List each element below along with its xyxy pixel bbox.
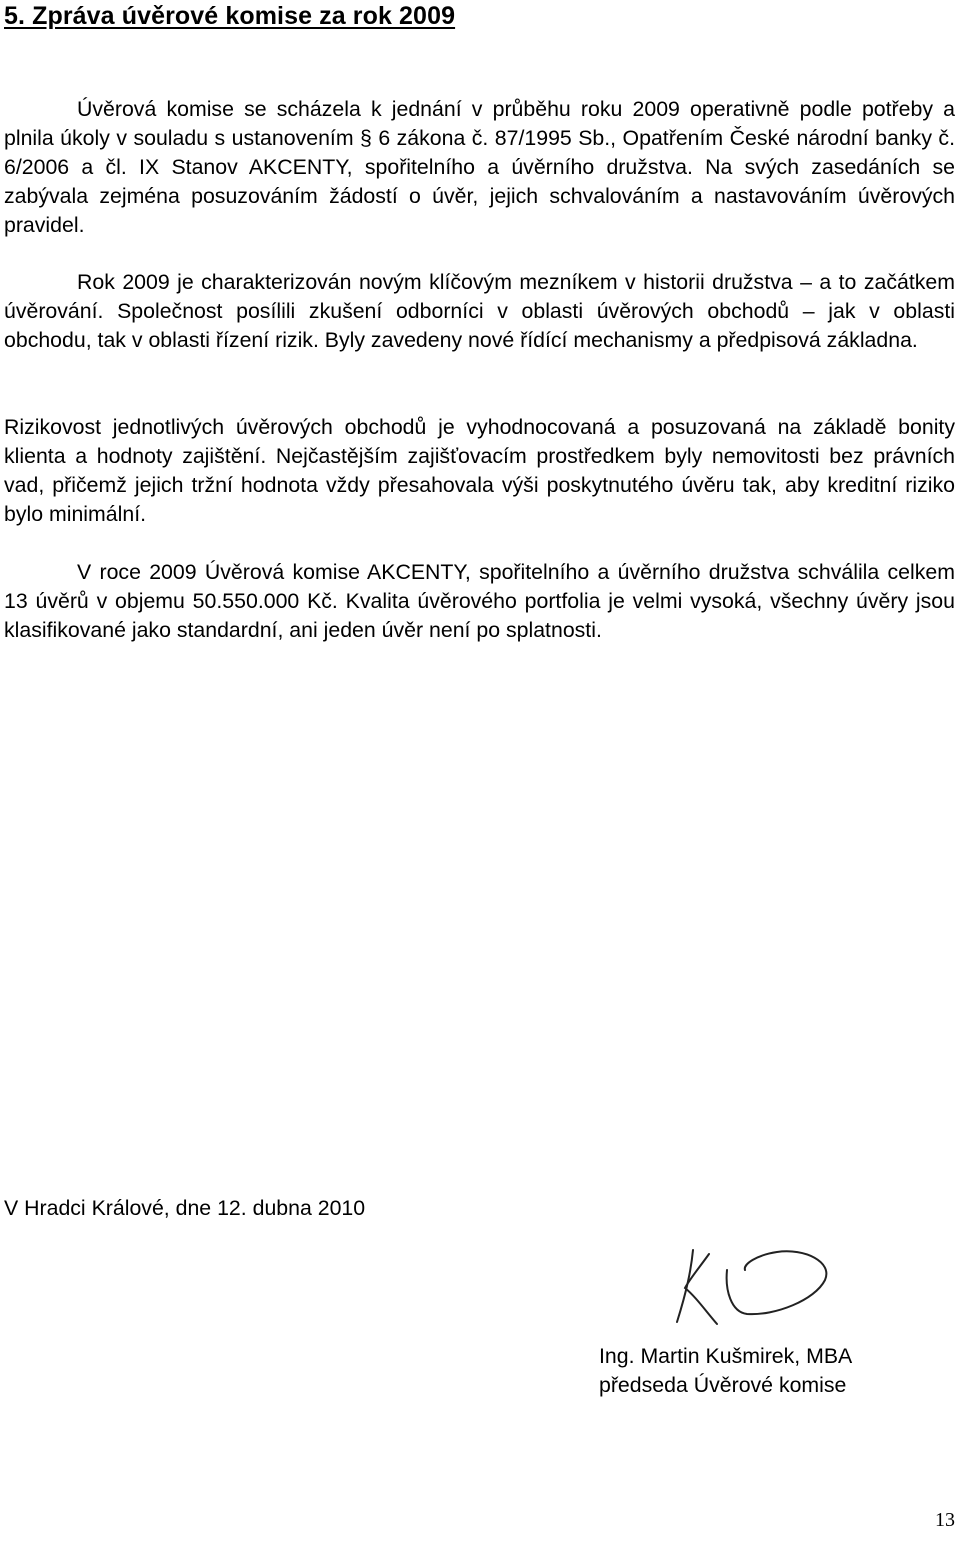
page-number: 13 — [935, 1509, 955, 1531]
signer-block — [599, 1342, 852, 1400]
signer-role: předseda Úvěrové komise — [599, 1373, 847, 1397]
paragraph-year-milestone: Rok 2009 je charakterizován novým klíčovým mezníkem v historii družstva – a to začátkem úvěrování. Společnost posílili zkušení odborníci v oblasti úvěrových obchodů – jak v oblasti obchodu, tak v oblasti řízení rizik. Byly zavedeny nové řídící mechanismy a předpisová základna. — [4, 270, 955, 352]
document-heading: 5. Zpráva úvěrové komise za rok 2009 — [4, 2, 456, 30]
paragraph-approved-loans: V roce 2009 Úvěrová komise AKCENTY, spořitelního a úvěrního družstva schválila celkem 13 úvěrů v objemu 50.550.000 Kč. Kvalita úvěrového portfolia je velmi vysoká, všechny úvěry jsou klasifikované jako standardní, ani jeden úvěr není po splatnosti. — [4, 560, 955, 642]
signer-name: Ing. Martin Kušmirek, MBA — [599, 1344, 853, 1368]
handwritten-signature-icon — [665, 1240, 840, 1330]
paragraph-risk-assessment: Rizikovost jednotlivých úvěrových obchodů je vyhodnocovaná a posuzovaná na základě bonity klienta a hodnoty zajištění. Nejčastějším zajišťovacím prostředkem byly nemovitosti bez právních vad, přičemž jejich tržní hodnota vždy přesahovala výši poskytnutého úvěru tak, aby kreditní riziko bylo minimální. — [4, 415, 955, 526]
place-and-date: V Hradci Králové, dne 12. dubna 2010 — [4, 1196, 366, 1220]
paragraph-committee-meetings: Úvěrová komise se scházela k jednání v průběhu roku 2009 operativně podle potřeby a plnila úkoly v souladu s ustanovením § 6 zákona č. 87/1995 Sb., Opatřením České národní banky č. 6/2006 a čl. IX Stanov AKCENTY, spořitelního a úvěrního družstva. Na svých zasedáních se zabývala zejména posuzováním žádostí o úvěr, jejich schvalováním a nastavováním úvěrových pravidel. — [4, 97, 955, 237]
